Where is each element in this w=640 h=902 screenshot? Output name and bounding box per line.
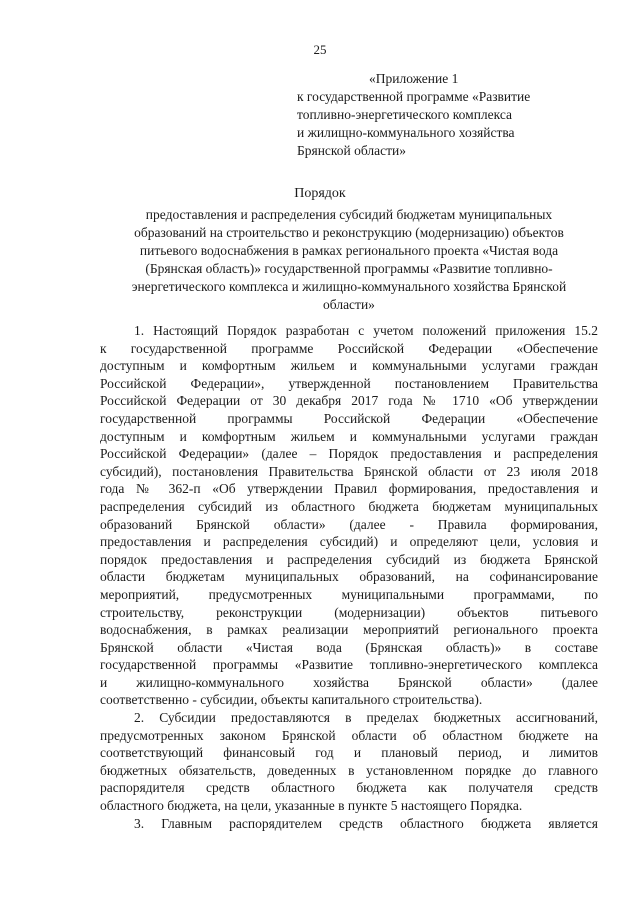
body-line: области бюджетам муниципальных образований, на софинансирование — [100, 569, 598, 585]
body-line: субсидий), постановления Правительства Брянской области от 23 июля 2018 — [100, 463, 598, 479]
body-line: государственной программы Российской Федерации «Обеспечение — [100, 410, 598, 426]
appendix-line: Брянской области» — [297, 143, 407, 158]
body-line: года № 362-п «Об утверждении Правил формирования, предоставления и — [100, 481, 598, 497]
body-line: распределения субсидий из областного бюджета бюджетам муниципальных — [100, 498, 598, 514]
subtitle-line: образований на строительство и реконструкцию (модернизацию) объектов — [134, 225, 564, 240]
body-line: 2. Субсидии предоставляются в пределах бюджетных ассигнований, — [134, 710, 598, 726]
appendix-line: и жилищно-коммунального хозяйства — [297, 125, 515, 140]
body-line: и жилищно-коммунального хозяйства Брянской области» (далее — [100, 674, 598, 690]
appendix-line: «Приложение 1 — [369, 71, 459, 86]
document-subtitle — [100, 206, 598, 314]
body-line: водоснабжения, в рамках реализации мероприятий регионального проекта — [100, 622, 598, 638]
body-line: порядок предоставления и распределения субсидий из бюджета Брянской — [100, 551, 598, 567]
body-line: соответствующий финансовый год и плановый период, и лимитов — [100, 745, 598, 761]
body-line: мероприятий, предусмотренных муниципальными программами, по — [100, 586, 598, 602]
body-line: доступным и комфортным жильем и коммунальными услугами граждан — [100, 358, 598, 374]
body-line: соответственно - субсидии, объекты капитального строительства). — [100, 692, 483, 708]
subtitle-line: энергетического комплекса и жилищно-коммунального хозяйства Брянской — [131, 279, 567, 294]
page-number: 25 — [313, 42, 327, 57]
body-line: Российской Федерации», утвержденной постановлением Правительства — [100, 375, 598, 391]
body-line: Российской Федерации» (далее – Порядок предоставления и распределения — [100, 446, 598, 462]
body-line: бюджетных обязательств, доведенных в установленном порядке до главного — [100, 762, 598, 778]
body-line: 1. Настоящий Порядок разработан с учетом положений приложения 15.2 — [134, 323, 598, 338]
document-title: Порядок — [294, 186, 346, 201]
body-line: Брянской области «Чистая вода (Брянская область)» в составе — [100, 639, 598, 655]
body-line: образований Брянской области» (далее - Правила формирования, — [100, 516, 598, 532]
appendix-line: топливно-энергетического комплекса — [297, 107, 513, 122]
body-line: к государственной программе Российской Федерации «Обеспечение — [100, 340, 598, 356]
subtitle-line: питьевого водоснабжения в рамках регионального проекта «Чистая вода — [139, 243, 559, 258]
body-line: Российской Федерации от 30 декабря 2017 года № 1710 «Об утверждении — [100, 393, 598, 409]
body-line: государственной программы «Развитие топливно-энергетического комплекса — [100, 657, 598, 673]
appendix-header — [297, 70, 530, 160]
appendix-line: к государственной программе «Развитие — [297, 89, 531, 104]
body-line: предусмотренных законом Брянской области об областном бюджете на — [100, 727, 598, 743]
body-line: областного бюджета, на цели, указанные в пункте 5 настоящего Порядка. — [100, 798, 523, 814]
body-line: распорядителя средств областного бюджета как получателя средств — [100, 780, 598, 796]
subtitle-line: предоставления и распределения субсидий бюджетам муниципальных — [145, 207, 553, 222]
subtitle-line: (Брянская область)» государственной программы «Развитие топливно- — [145, 261, 553, 276]
body-line: доступным и комфортным жильем и коммунальными услугами граждан — [100, 428, 598, 444]
document-body — [100, 322, 598, 832]
body-line: 3. Главным распорядителем средств областного бюджета является — [134, 815, 598, 831]
subtitle-line: области» — [323, 297, 375, 312]
body-line: строительству, реконструкции (модернизации) объектов питьевого — [100, 604, 598, 620]
body-line: предоставления и распределения субсидий) и определяют цели, условия и — [100, 534, 598, 550]
